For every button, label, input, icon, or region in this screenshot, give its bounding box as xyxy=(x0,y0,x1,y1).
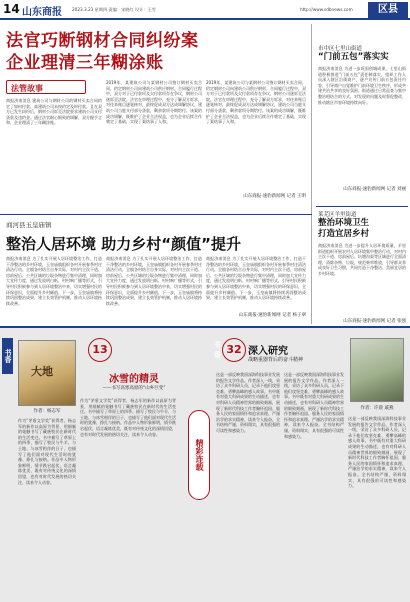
sidebar2-title-line1: 整治环境卫生 xyxy=(318,218,370,228)
book-cover-image-right xyxy=(350,338,404,402)
bottom-right-title: 深入研究 xyxy=(248,346,288,357)
legal-story-logo-text: 法管故事 xyxy=(11,84,43,93)
article1-lead: 商报济南消息 建筑公司与钢材公司的钢材买卖合同约定了如何付款、高建筑公司未按约定及时付款，且在双方已发生纠纷后，钢材公司诉至法院要求建筑公司支付货款及违约金。通过法官耐心细致的调解，双方握手言和，企业理清了三年糊涂账。 xyxy=(6,98,102,126)
article1-title-line1: 法官巧断钢材合同纠纷案 xyxy=(6,31,199,51)
sidebar1-title: “门前五包”落实实 xyxy=(318,52,389,62)
book-caption: 作者：杨志军 xyxy=(33,409,61,414)
article-divider xyxy=(0,214,312,215)
sidebar1-kicker: 市中区七里山街道 xyxy=(318,46,363,52)
article1-byline: 山东商报·速豹新闻网 记者 王明 xyxy=(243,194,306,199)
bottom-right-body-col3: 这是一部反映我国深海科技事业发展的报告文学作品。作者深入一线，采访了众多科研人员，记录下他们攻坚克难、勇攀高峰的感人故事。书中既有对重大科研成果的生动描述，也有对科研人员精神世界的细致刻画，展现了新时代科技工作者胸怀祖国、服务人民的家国情怀和追求真理、严谨治学的求实精神，读来令人振奋。全书结构严谨，资料翔实，具有很强的可读性和感染力。 xyxy=(348,416,406,489)
newspaper-name: 山东商报 xyxy=(22,7,62,18)
bottom-left-subtitle: ——书写高寒高原的“山乡巨变” xyxy=(102,386,166,391)
page-header xyxy=(0,0,410,20)
column-divider xyxy=(311,24,312,324)
article1-body-col2: 2019年，某建筑公司与某钢材公司签订钢材买卖合同，约定钢材公司向建筑公司供应钢材。合同履行过程中，双方对于已付款项及欠付款项存在争议，钢材公司遂诉至法院。法官在审理过程中，充分了解双方诉求，对往来账目逐笔核对，最终促成双方达成调解协议，建筑公司当庭支付部分货款，剩余款项分期给付。该案的成功调解，既维护了企业合法权益，也为企业后续合作奠定了基础，实现了案结事了人和。 xyxy=(106,80,202,125)
bottom-left-title: 冰雪的精灵 xyxy=(109,374,159,385)
sidebar1-byline: 山东商报·速豹新闻网 记者 刘丽 xyxy=(343,187,406,192)
bottom-left-body-col1: 作为“茅盾文学奖”获得者，杨志军的新作以高原为背景，用细腻的笔触书写了藏族牧民在新时代的生活变迁。书中描写了草原上的四季，描写了牧民与牛羊、与土地、与冰雪相伴的日子，也描写了他们面对现代生活时的犹豫、挣扎与接纳。作品中人物形象鲜明，情节跌宕起伏，语言凝练优美，既有对传统文化的深情回望，也有对时代发展的热切关注，读来令人动容。 xyxy=(18,418,76,485)
article2-byline: 山东商报·速豹新闻网 记者 杨子翠 xyxy=(238,313,306,318)
sidebar2-title-line2: 打造宜居乡村 xyxy=(318,229,370,239)
legal-story-logo xyxy=(6,80,86,94)
bottom-right-body-col1: 这是一部反映我国深海科技事业发展的报告文学作品。作者深入一线，采访了众多科研人员，记录下他们攻坚克难、勇攀高峰的感人故事。书中既有对重大科研成果的生动描述，也有对科研人员精神世界的细致刻画，展现了新时代科技工作者胸怀祖国、服务人民的家国情怀和追求真理、严谨治学的求实精神，读来令人振奋。全书结构严谨，资料翔实，具有很强的可读性和感染力。 xyxy=(216,372,280,433)
article1-title-line2: 企业理清三年糊涂账 xyxy=(6,53,164,73)
book-cover-title: 大地 xyxy=(31,365,53,378)
book-cover-image xyxy=(18,340,76,406)
website-url[interactable]: http://www.sdbnews.com xyxy=(300,7,353,12)
bottom-left-side-tag: 书香 xyxy=(2,338,13,374)
article1-body-col3: 2019年，某建筑公司与某钢材公司签订钢材买卖合同，约定钢材公司向建筑公司供应钢材。合同履行过程中，双方对于已付款项及欠付款项存在争议，钢材公司遂诉至法院。法官在审理过程中，充分了解双方诉求，对往来账目逐笔核对，最终促成双方达成调解协议，建筑公司当庭支付部分货款，剩余款项分期给付。该案的成功调解，既维护了企业合法权益，也为企业后续合作奠定了基础，实现了案结事了人和。 xyxy=(206,80,306,125)
reading-section-top-rule xyxy=(0,326,410,328)
section-badge: 区县 xyxy=(368,2,408,18)
book-caption-right: 作者：许晨 戚燕 xyxy=(360,406,394,411)
article2-body-col2: 商报济南消息 为了扎实开展人居环境整治工作，打造干净整洁的乡村环境，玉皇庙镇组织各村开展春季村庄清洁行动。全镇各村结合自身实际，对村内主次干道、房前屋后、公共区域的垃圾杂物进行集中清理，同时加大宣传力度，通过发放明白纸、村村响广播等形式，引导村民积极参与到人居环境整治中来，切实增强村民的环保意识，全面提升乡村颜值。下一步，玉皇庙镇将持续巩固整治成果，建立长效管护机制，推动人居环境持续改善。 xyxy=(106,256,202,306)
sidebar-divider xyxy=(316,206,408,207)
article2-body-col1: 商报济南消息 为了扎实开展人居环境整治工作，打造干净整洁的乡村环境，玉皇庙镇组织各村开展春季村庄清洁行动。全镇各村结合自身实际，对村内主次干道、房前屋后、公共区域的垃圾杂物进行集中清理，同时加大宣传力度，通过发放明白纸、村村响广播等形式，引导村民积极参与到人居环境整治中来，切实增强村民的环保意识，全面提升乡村颜值。下一步，玉皇庙镇将持续巩固整治成果，建立长效管护机制，推动人居环境持续改善。 xyxy=(6,256,102,306)
date-line: 2023.3.23 星期四 责编：宋晓红 设计：王雪 xyxy=(72,7,156,12)
bottom-right-subtitle: 战略重器背后的奋斗精神 xyxy=(248,357,304,363)
article2-title: 整治人居环境 助力乡村“颜值”提升 xyxy=(6,235,241,253)
sidebar2-kicker: 莱芜区羊里街道 xyxy=(318,212,357,218)
sidebar2-body: 商报济南消息 为进一步提升人居环境质量，羊里街道组织开展农村人居环境集中整治行动，对村内主次干道、房前屋后、坑塘沟渠等区域进行全面清理，清除杂物、垃圾，规范柴草堆放，引导群众养成良好卫生习惯，共同打造干净整洁、美丽宜居的乡村环境。 xyxy=(318,243,406,276)
sidebar2-byline: 山东商报·速豹新闻网 记者 张强 xyxy=(343,319,406,324)
bottom-left-body-col2: 作为“茅盾文学奖”获得者，杨志军的新作以高原为背景，用细腻的笔触书写了藏族牧民在新时代的生活变迁。书中描写了草原上的四季，描写了牧民与牛羊、与土地、与冰雪相伴的日子，也描写了他们面对现代生活时的犹豫、挣扎与接纳。作品中人物形象鲜明，情节跌宕起伏，语言凝练优美，既有对传统文化的深情回望，也有对时代发展的热切关注，读来令人动容。 xyxy=(80,398,176,437)
article2-kicker: 商河县玉皇庙镇 xyxy=(6,221,52,229)
sidebar1-body: 商报济南消息 为进一步巩固创城成果，七里山街道积极推进“门前五包”责任制落实，组织工作人员深入辖区沿街商户，逐户宣传门前五包责任内容，引导商户自觉维护门前环境卫生秩序，形成共建共治共享的良好氛围。街道通过日常巡查与集中整治相结合的方式，对发现的问题及时督促整改，推动辖区市容环境持续向好。 xyxy=(318,66,406,105)
article2-body-col3: 商报济南消息 为了扎实开展人居环境整治工作，打造干净整洁的乡村环境，玉皇庙镇组织各村开展春季村庄清洁行动。全镇各村结合自身实际，对村内主次干道、房前屋后、公共区域的垃圾杂物进行集中清理，同时加大宣传力度，通过发放明白纸、村村响广播等形式，引导村民积极参与到人居环境整治中来，切实增强村民的环保意识，全面提升乡村颜值。下一步，玉皇庙镇将持续巩固整治成果，建立长效管护机制，推动人居环境持续改善。 xyxy=(206,256,306,301)
page-number: 14 xyxy=(3,2,20,16)
bottom-right-badge: 32 xyxy=(222,338,246,362)
bottom-right-body-col2: 这是一部反映我国深海科技事业发展的报告文学作品。作者深入一线，采访了众多科研人员，记录下他们攻坚克难、勇攀高峰的感人故事。书中既有对重大科研成果的生动描述，也有对科研人员精神世界的细致刻画，展现了新时代科技工作者胸怀祖国、服务人民的家国情怀和追求真理、严谨治学的求实精神，读来令人振奋。全书结构严谨，资料翔实，具有很强的可读性和感染力。 xyxy=(284,372,344,439)
serial-vertical-label: 精彩连载 xyxy=(188,410,210,500)
bottom-left-badge: 13 xyxy=(88,338,112,362)
